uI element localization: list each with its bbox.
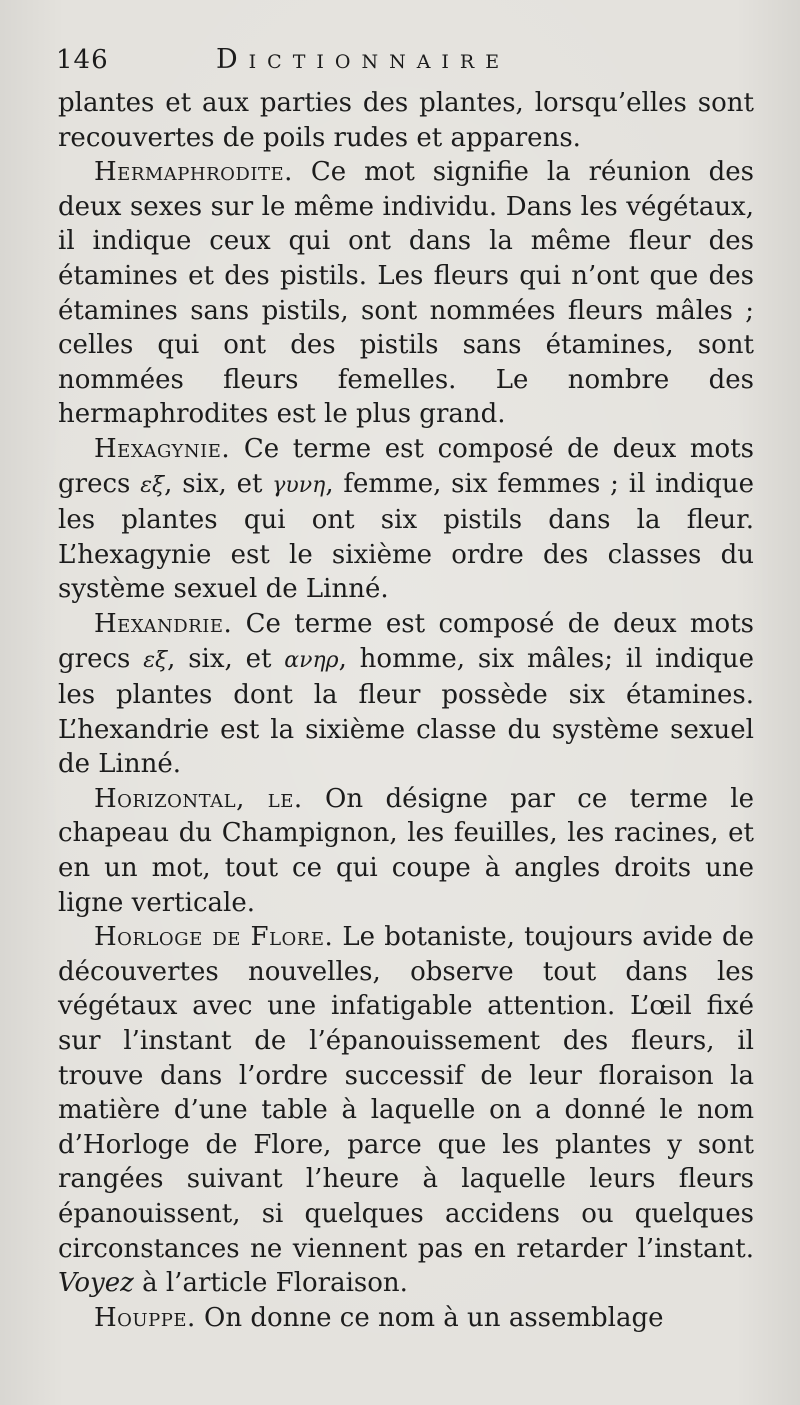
entry-text: , femme, six femmes ; il indique les plantes qui ont six pistils dans la fleur. L’hexagynie est le sixième ordre des classes du système sexuel de Linné.: [58, 468, 754, 605]
entry-text: Ce mot signifie la réunion des deux sexes sur le même individu. Dans les végétaux, il indique ceux qui ont dans la même fleur des étamines et des pistils. Les fleurs qui n’ont que des étamines sans pistils, sont nommées fleurs mâles ; celles qui ont des pistils sans étamines, sont nommées fleurs femelles. Le nombre des hermaphrodites est le plus grand.: [58, 157, 754, 430]
entry-text: à l’article Floraison.: [133, 1268, 408, 1299]
continuation-text: plantes et aux parties des plantes, lorsqu’elles sont recouvertes de poils rudes et apparens.: [58, 88, 754, 153]
entry-term: Hermaphrodite.: [94, 157, 293, 188]
entry-horizontal: [58, 782, 754, 920]
greek-word: ανηρ: [284, 647, 339, 673]
entry-text: On désigne par ce terme le chapeau du Champignon, les feuilles, les racines, et en un mot, tout ce qui coupe à angles droits une ligne verticale.: [58, 783, 755, 918]
greek-word: εξ: [140, 472, 165, 498]
entry-text: On donne ce nom à un assemblage: [195, 1302, 664, 1333]
entry-term: Houppe.: [94, 1302, 196, 1333]
page-number: 146: [56, 45, 109, 75]
entry-term: Hexagynie.: [94, 433, 231, 464]
entry-text: Le botaniste, toujours avide de découvertes nouvelles, observe tout dans les végétaux avec une infatigable attention. L’œil fixé sur l’instant de l’épanouissement des fleurs, il trouve dans l’ordre successif de leur floraison la matière d’une table à laquelle on a donné le nom d’Horloge de Flore, parce que les plantes y sont rangées suivant l’heure à laquelle leurs fleurs épanouissent, si quelques accidens ou quelques circonstances ne viennent pas en retarder l’instant.: [58, 922, 754, 1264]
entry-term: Hexandrie.: [94, 608, 233, 639]
greek-word: γυνη: [272, 472, 326, 498]
entry-text: , six, et: [164, 468, 273, 499]
entry-houppe: [58, 1301, 754, 1336]
greek-word: εξ: [143, 647, 168, 673]
entry-term: Horloge de Flore.: [94, 922, 334, 953]
entry-text: Ce terme est composé de deux mots grecs: [58, 608, 754, 674]
continued-paragraph: [58, 86, 754, 155]
entry-text: , homme, six mâles; il indique les plantes dont la fleur possède six étamines. L’hexandrie est la sixième classe du système sexuel de Linné.: [58, 643, 754, 780]
entry-text: Ce terme est composé de deux mots grecs: [58, 433, 754, 499]
entry-hexandrie: [58, 607, 754, 782]
entry-term: Horizontal, le.: [94, 783, 303, 814]
entry-text: , six, et: [167, 643, 285, 674]
page-header: [56, 38, 776, 82]
body-text: [58, 86, 754, 1335]
cross-reference: Voyez: [58, 1268, 134, 1299]
entry-hermaphrodite: [58, 155, 754, 432]
running-title: Dictionnaire: [216, 44, 511, 75]
entry-horloge-de-flore: [58, 920, 754, 1301]
entry-hexagynie: [58, 432, 754, 607]
